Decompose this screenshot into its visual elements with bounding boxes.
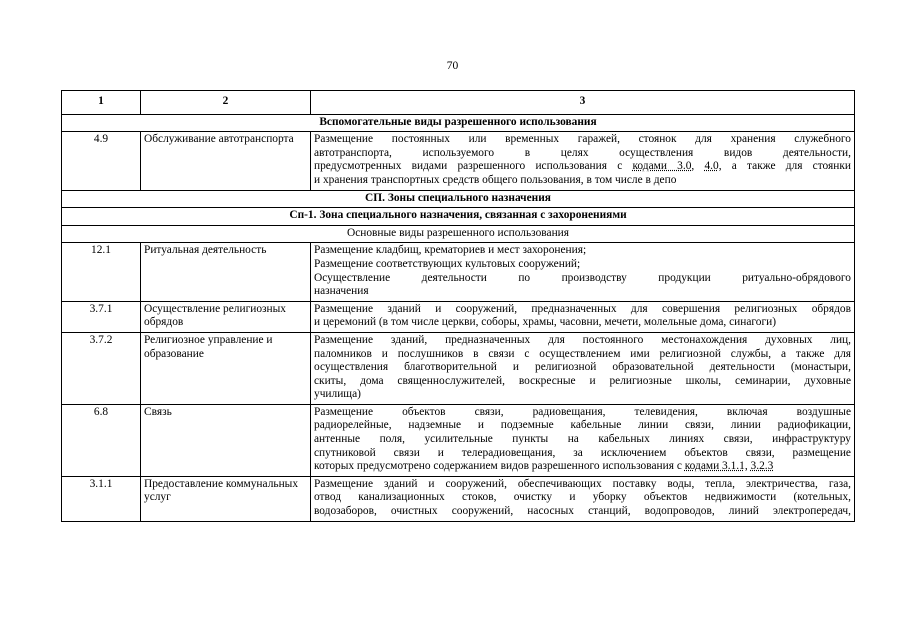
description-line: Размещение соответствующих культовых сооружений; [314,257,581,270]
use-description [311,404,855,476]
use-code: 12.1 [62,243,141,301]
section-title: Вспомогательные виды разрешенного использования [62,114,855,132]
page-number: 70 [446,60,459,72]
use-description [311,332,855,404]
description-line: Осуществление деятельности по производству продукции ритуально-обрядового [314,271,851,284]
use-name: Обслуживание автотранспорта [141,132,311,190]
description-line: антенные поля, усилительные пункты на кабельных линиях связи, инфраструктуру [314,433,851,446]
description-text: , а также для стоянки [718,160,851,173]
use-name: Осуществление религиозных обрядов [141,301,311,332]
table-row [62,332,855,404]
code-link[interactable]: кодами 3.0 [632,160,692,173]
column-header-2: 2 [141,91,311,115]
description-line: Размещение постоянных или временных гаражей, стоянок для хранения служебного [314,133,851,146]
description-line: спутниковой связи и телерадиовещания, за исключением объектов связи, размещение [314,446,851,459]
table-row [62,301,855,332]
use-description [311,243,855,301]
description-line: училища) [314,388,361,401]
section-title: Сп-1. Зона специального назначения, связанная с захоронениями [62,208,855,226]
description-line: автотранспорта, используемого в целях осуществления видов деятельности, [314,146,851,159]
description-line: Размещение зданий, предназначенных для постоянного местонахождения духовных лиц, [314,333,851,346]
description-text: , [744,460,751,473]
description-line: и хранения транспортных средств общего пользования, в том числе в депо [314,173,677,186]
section-row [62,208,855,226]
description-text: предусмотренных видами разрешенного использования с [314,160,633,173]
code-link[interactable]: 3.2.3 [750,460,774,473]
description-line: Размещение объектов связи, радиовещания, телевидения, включая воздушные [314,405,851,418]
section-title: СП. Зоны специального назначения [62,190,855,208]
description-line: и церемоний (в том числе церкви, соборы, храмы, часовни, мечети, молельные дома, синагоги) [314,316,777,329]
description-line: паломников и послушников в связи с осуществлением ими религиозной службы, а также для [314,347,851,360]
land-use-table [61,90,855,522]
use-description [311,476,855,521]
description-line: радиорелейные, надземные и подземные кабельные линии связи, линии радиофикации, [314,419,851,432]
use-name: Связь [141,404,311,476]
description-text: которых предусмотрено содержанием видов разрешенного использования с [314,460,685,473]
use-code: 4.9 [62,132,141,190]
use-description [311,301,855,332]
description-line: Размещение зданий и сооружений, обеспечивающих поставку воды, тепла, электричества, газа, [314,477,851,490]
section-row [62,190,855,208]
table-row [62,476,855,521]
table-row [62,243,855,301]
description-text: , [691,160,705,173]
use-name: Религиозное управление и образование [141,332,311,404]
description-line [314,160,851,174]
column-header-3: 3 [311,91,855,115]
code-link[interactable]: 4.0 [704,160,719,173]
code-link[interactable]: кодами 3.1.1 [684,460,745,473]
description-line [314,460,851,474]
description-line: водозаборов, очистных сооружений, насосных станций, водопроводов, линий электропередач, [314,505,851,518]
description-line: назначения [314,285,369,298]
use-code: 3.7.1 [62,301,141,332]
section-row [62,114,855,132]
description-line: Размещение зданий и сооружений, предназначенных для совершения религиозных обрядов [314,302,851,315]
table-row [62,404,855,476]
table-row [62,132,855,190]
section-title: Основные виды разрешенного использования [62,225,855,243]
column-header-1: 1 [62,91,141,115]
use-code: 3.7.2 [62,332,141,404]
use-name: Предоставление коммунальных услуг [141,476,311,521]
description-line: осуществления благотворительной и религиозной образовательной деятельности (монастыри, [314,361,851,374]
use-name: Ритуальная деятельность [141,243,311,301]
use-code: 3.1.1 [62,476,141,521]
description-line: скиты, дома священнослужителей, воскресные и религиозные школы, семинарии, духовные [314,374,851,387]
use-description [311,132,855,190]
table-header-row [62,91,855,115]
description-line: отвод канализационных стоков, очистку и уборку объектов недвижимости (котельных, [314,491,851,504]
use-code: 6.8 [62,404,141,476]
description-line: Размещение кладбищ, крематориев и мест захоронения; [314,244,587,257]
section-row [62,225,855,243]
